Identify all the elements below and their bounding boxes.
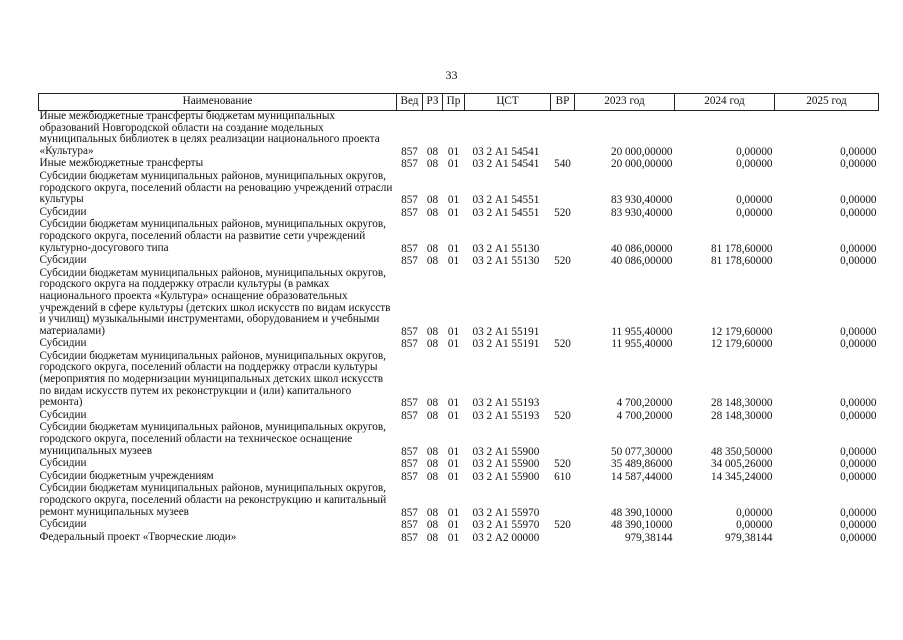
cell-2024: 48 350,50000: [710, 445, 773, 458]
cell-cst: 03 2 А1 55193: [472, 409, 540, 422]
cell-2025: 0,00000: [840, 519, 877, 532]
budget-table: [38, 93, 879, 544]
cell-2025: 0,00000: [840, 458, 877, 471]
header-ved: Вед: [397, 94, 423, 111]
cell-2024: 28 148,30000: [710, 397, 773, 410]
cell-2023: 20 000,00000: [610, 145, 673, 158]
cell-cst: 03 2 А1 55193: [472, 397, 540, 410]
cell-ved: 857: [401, 242, 418, 255]
cell-2024: 0,00000: [736, 206, 773, 219]
cell-ved: 857: [401, 531, 418, 544]
cell-pr: 01: [447, 194, 460, 207]
cell-2025: 0,00000: [840, 470, 877, 483]
cell-2024: 0,00000: [736, 194, 773, 207]
cell-2025: 0,00000: [840, 158, 877, 171]
cell-cst: 03 2 А1 55900: [472, 445, 540, 458]
cell-name: Субсидии: [39, 408, 87, 421]
cell-pr: 01: [447, 409, 460, 422]
cell-vr: [551, 111, 575, 159]
header-vr: ВР: [551, 94, 575, 111]
cell-name: Субсидии: [39, 254, 87, 267]
table-row: [39, 422, 879, 458]
cell-2025: 0,00000: [840, 445, 877, 458]
table-row: [39, 351, 879, 410]
cell-rz: 08: [426, 255, 439, 268]
cell-2024: 0,00000: [736, 158, 773, 171]
cell-vr: 540: [554, 158, 571, 171]
cell-2023: 83 930,40000: [610, 206, 673, 219]
cell-name: Субсидии бюджетам муниципальных районов, муниципальных округов, городского округа, поселений области на реконструкцию и капитальный ремонт муниципальных музеев: [39, 482, 387, 518]
cell-cst: 03 2 А1 54541: [472, 158, 540, 171]
cell-2023: 14 587,44000: [610, 470, 673, 483]
cell-vr: [551, 268, 575, 339]
cell-cst: 03 2 А1 55970: [472, 506, 540, 519]
cell-2023: 35 489,86000: [610, 458, 673, 471]
cell-ved: 857: [401, 158, 418, 171]
cell-ved: 857: [401, 470, 418, 483]
cell-2024: 0,00000: [736, 519, 773, 532]
cell-pr: 01: [447, 506, 460, 519]
cell-vr: [551, 483, 575, 519]
cell-2023: 50 077,30000: [610, 445, 673, 458]
cell-vr: 520: [554, 409, 571, 422]
cell-ved: 857: [401, 458, 418, 471]
cell-name: Субсидии бюджетам муниципальных районов, муниципальных округов, городского округа на поддержку отрасли культуры (в рамках национального проекта «Культура» оснащение образовательных учреждений в сфере культуры (детских школ искусств по видам искусств и училищ) музыкальными инструментами, оборудованием и учебными материалами): [39, 266, 391, 337]
cell-cst: 03 2 А1 55130: [472, 255, 540, 268]
cell-cst: 03 2 А1 55900: [472, 470, 540, 483]
cell-ved: 857: [401, 519, 418, 532]
cell-2024: 979,38144: [724, 531, 773, 544]
table-row: [39, 219, 879, 255]
header-2024: 2024 год: [675, 94, 775, 111]
cell-2025: 0,00000: [840, 397, 877, 410]
cell-ved: 857: [401, 325, 418, 338]
cell-vr: [551, 532, 575, 545]
cell-name: Субсидии: [39, 457, 87, 470]
cell-2023: 48 390,10000: [610, 506, 673, 519]
table-row: [39, 458, 879, 471]
cell-2024: 81 178,60000: [710, 242, 773, 255]
cell-2025: 0,00000: [840, 242, 877, 255]
cell-name: Субсидии: [39, 337, 87, 350]
cell-pr: 01: [447, 145, 460, 158]
cell-2025: 0,00000: [840, 145, 877, 158]
cell-2023: 83 930,40000: [610, 194, 673, 207]
cell-vr: 520: [554, 206, 571, 219]
cell-pr: 01: [447, 206, 460, 219]
cell-vr: 520: [554, 519, 571, 532]
cell-vr: [551, 422, 575, 458]
cell-2024: 12 179,60000: [710, 338, 773, 351]
cell-ved: 857: [401, 409, 418, 422]
cell-rz: 08: [426, 194, 439, 207]
cell-rz: 08: [426, 325, 439, 338]
cell-ved: 857: [401, 338, 418, 351]
cell-rz: 08: [426, 531, 439, 544]
cell-cst: 03 2 А1 55130: [472, 242, 540, 255]
page-number: 33: [445, 68, 458, 82]
cell-2025: 0,00000: [840, 194, 877, 207]
cell-2024: 81 178,60000: [710, 255, 773, 268]
cell-name: Субсидии бюджетным учреждениям: [39, 469, 214, 482]
cell-pr: 01: [447, 325, 460, 338]
cell-cst: 03 2 А1 54551: [472, 194, 540, 207]
cell-2023: 11 955,40000: [611, 338, 673, 351]
cell-ved: 857: [401, 445, 418, 458]
header-rz: РЗ: [423, 94, 443, 111]
cell-vr: [551, 219, 575, 255]
cell-pr: 01: [447, 242, 460, 255]
cell-name: Федеральный проект «Творческие люди»: [39, 530, 237, 543]
cell-vr: 520: [554, 255, 571, 268]
cell-rz: 08: [426, 506, 439, 519]
cell-rz: 08: [426, 470, 439, 483]
header-2025: 2025 год: [775, 94, 879, 111]
cell-2025: 0,00000: [840, 338, 877, 351]
cell-2023: 979,38144: [624, 531, 673, 544]
cell-cst: 03 2 А1 55191: [472, 338, 540, 351]
header-pr: Пр: [443, 94, 465, 111]
table-row: [39, 519, 879, 532]
cell-vr: 610: [554, 470, 571, 483]
cell-vr: [551, 351, 575, 410]
cell-pr: 01: [447, 338, 460, 351]
cell-rz: 08: [426, 206, 439, 219]
cell-2024: 0,00000: [736, 145, 773, 158]
cell-pr: 01: [447, 158, 460, 171]
cell-cst: 03 2 А2 00000: [472, 531, 540, 544]
cell-ved: 857: [401, 397, 418, 410]
cell-rz: 08: [426, 158, 439, 171]
cell-pr: 01: [447, 255, 460, 268]
cell-name: Иные межбюджетные трансферты бюджетам муниципальных образований Новгородской области на создание модельных муниципальных библиотек в целях реализации национального проекта «Культура»: [39, 110, 380, 157]
cell-rz: 08: [426, 397, 439, 410]
cell-cst: 03 2 А1 55900: [472, 458, 540, 471]
cell-rz: 08: [426, 409, 439, 422]
cell-cst: 03 2 А1 54541: [472, 145, 540, 158]
cell-2023: 48 390,10000: [610, 519, 673, 532]
cell-rz: 08: [426, 519, 439, 532]
cell-ved: 857: [401, 506, 418, 519]
cell-ved: 857: [401, 255, 418, 268]
cell-2023: 4 700,20000: [616, 397, 673, 410]
cell-rz: 08: [426, 445, 439, 458]
cell-2025: 0,00000: [840, 255, 877, 268]
cell-2024: 12 179,60000: [710, 325, 773, 338]
cell-name: Субсидии: [39, 518, 87, 531]
cell-2023: 11 955,40000: [611, 325, 673, 338]
cell-rz: 08: [426, 242, 439, 255]
cell-2024: 34 005,26000: [710, 458, 773, 471]
cell-2023: 4 700,20000: [616, 409, 673, 422]
cell-rz: 08: [426, 458, 439, 471]
table-row: [39, 532, 879, 545]
table-body: [39, 111, 879, 545]
cell-2025: 0,00000: [840, 206, 877, 219]
cell-2023: 20 000,00000: [610, 158, 673, 171]
cell-2025: 0,00000: [840, 409, 877, 422]
table-row: [39, 338, 879, 351]
cell-2025: 0,00000: [840, 506, 877, 519]
cell-2023: 40 086,00000: [610, 242, 673, 255]
cell-2025: 0,00000: [840, 325, 877, 338]
cell-pr: 01: [447, 397, 460, 410]
cell-cst: 03 2 А1 55191: [472, 325, 540, 338]
table-row: [39, 171, 879, 207]
table-header-row: [39, 94, 879, 111]
cell-ved: 857: [401, 145, 418, 158]
cell-rz: 08: [426, 338, 439, 351]
cell-rz: 08: [426, 145, 439, 158]
header-name: Наименование: [39, 94, 397, 111]
cell-2025: 0,00000: [840, 531, 877, 544]
cell-pr: 01: [447, 531, 460, 544]
table-row: [39, 111, 879, 159]
cell-pr: 01: [447, 470, 460, 483]
cell-vr: [551, 171, 575, 207]
cell-ved: 857: [401, 194, 418, 207]
cell-name: Субсидии: [39, 205, 87, 218]
table-row: [39, 483, 879, 519]
cell-name: Субсидии бюджетам муниципальных районов, муниципальных округов, городского округа, поселений области на техническое оснащение муниципальных музеев: [39, 421, 386, 457]
cell-2024: 0,00000: [736, 506, 773, 519]
table-row: [39, 268, 879, 339]
header-cst: ЦСТ: [465, 94, 551, 111]
cell-cst: 03 2 А1 55970: [472, 519, 540, 532]
cell-pr: 01: [447, 445, 460, 458]
table-row: [39, 255, 879, 268]
cell-2023: 40 086,00000: [610, 255, 673, 268]
cell-2024: 14 345,24000: [710, 470, 773, 483]
cell-vr: 520: [554, 338, 571, 351]
cell-name: Субсидии бюджетам муниципальных районов, муниципальных округов, городского округа, поселений области на поддержку отрасли культуры (мероприятия по модернизации муниципальных детских школ искусств по видам искусств путем их реконструкции и (или) капитального ремонта): [39, 349, 386, 409]
cell-name: Субсидии бюджетам муниципальных районов, муниципальных округов, городского округа, поселений области на реновацию учреждений отрасли культуры: [39, 169, 393, 206]
cell-cst: 03 2 А1 54551: [472, 206, 540, 219]
cell-name: Субсидии бюджетам муниципальных районов, муниципальных округов, городского округа, поселений области на развитие сети учреждений культурно-досугового типа: [39, 218, 386, 254]
cell-ved: 857: [401, 206, 418, 219]
cell-pr: 01: [447, 458, 460, 471]
cell-pr: 01: [447, 519, 460, 532]
cell-vr: 520: [554, 458, 571, 471]
cell-2024: 28 148,30000: [710, 409, 773, 422]
cell-name: Иные межбюджетные трансферты: [39, 157, 204, 170]
header-2023: 2023 год: [575, 94, 675, 111]
